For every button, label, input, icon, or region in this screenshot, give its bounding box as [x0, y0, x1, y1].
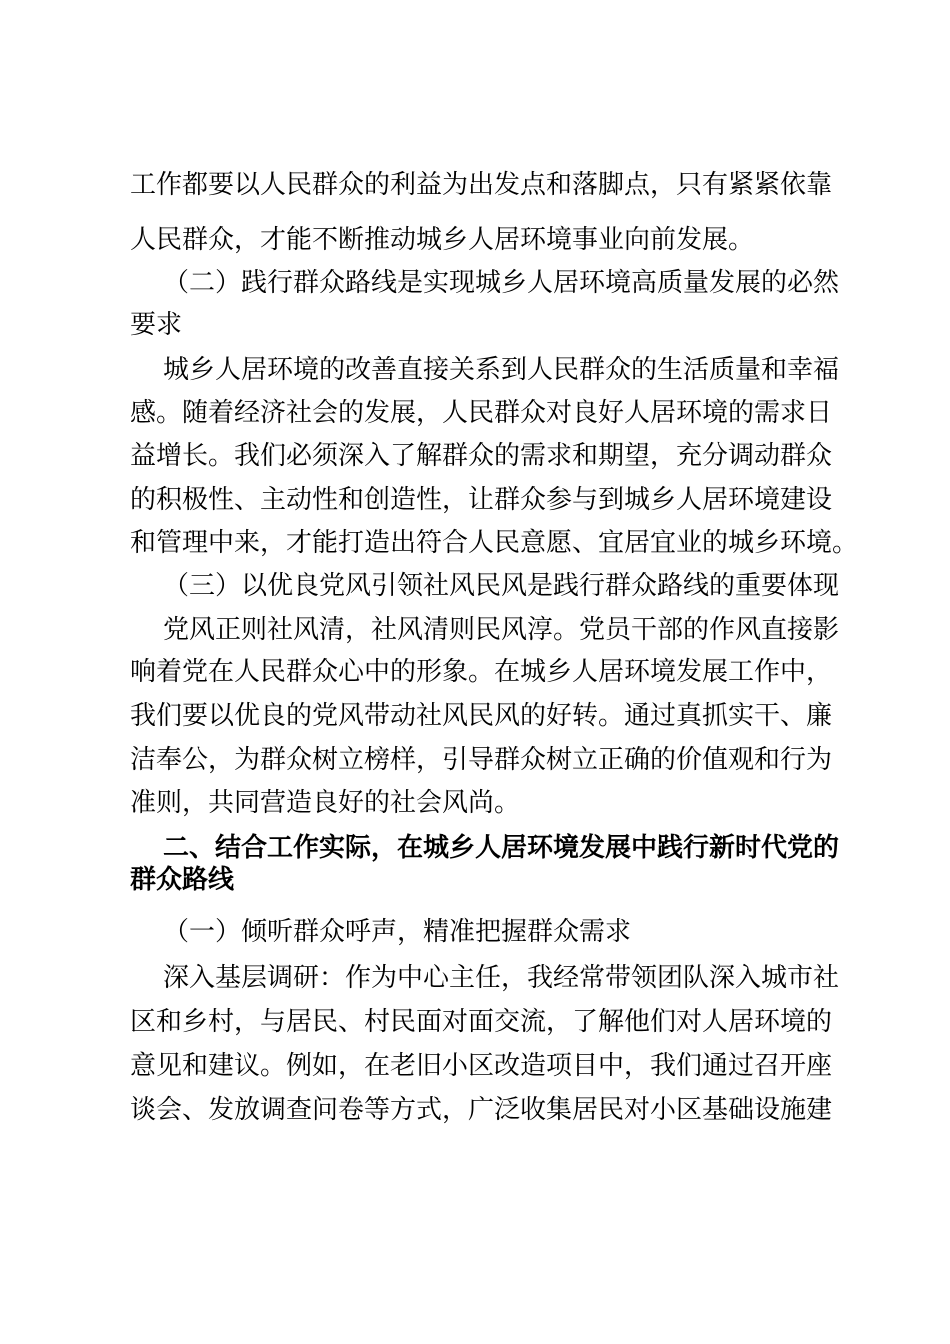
- paragraph-line: 响着党在人民群众心中的形象。在城乡人居环境发展工作中，: [130, 657, 833, 687]
- paragraph-line: 谈会、发放调查问卷等方式，广泛收集居民对小区基础设施建: [130, 1095, 833, 1125]
- paragraph-line: 工作都要以人民群众的利益为出发点和落脚点，只有紧紧依靠: [130, 170, 833, 200]
- paragraph-line: 意见和建议。例如，在老旧小区改造项目中，我们通过召开座: [130, 1051, 833, 1081]
- subheading-line: （一）倾听群众呼声，精准把握群众需求: [163, 917, 632, 947]
- paragraph-line: 我们要以优良的党风带动社风民风的好转。通过真抓实干、廉: [130, 701, 833, 731]
- subheading-line: （三）以优良党风引领社风民风是践行群众路线的重要体现: [163, 571, 840, 601]
- paragraph-line: 洁奉公，为群众树立榜样，引导群众树立正确的价值观和行为: [130, 745, 833, 775]
- paragraph-line: 的积极性、主动性和创造性，让群众参与到城乡人居环境建设: [130, 485, 833, 515]
- paragraph-line: 区和乡村，与居民、村民面对面交流，了解他们对人居环境的: [130, 1007, 833, 1037]
- subheading-line: （二）践行群众路线是实现城乡人居环境高质量发展的必然: [163, 268, 840, 298]
- subheading-line: 要求: [130, 310, 183, 340]
- paragraph-line: 深入基层调研：作为中心主任，我经常带领团队深入城市社: [163, 963, 840, 993]
- paragraph-line: 和管理中来，才能打造出符合人民意愿、宜居宜业的城乡环境。: [130, 528, 859, 558]
- paragraph-line: 城乡人居环境的改善直接关系到人民群众的生活质量和幸福: [163, 355, 840, 385]
- paragraph-line: 益增长。我们必须深入了解群众的需求和期望，充分调动群众: [130, 441, 833, 471]
- paragraph-line: 感。随着经济社会的发展，人民群众对良好人居环境的需求日: [130, 398, 833, 428]
- paragraph-line: 人民群众，才能不断推动城乡人居环境事业向前发展。: [130, 225, 755, 255]
- section-heading-line: 群众路线: [130, 865, 235, 895]
- paragraph-line: 党风正则社风清，社风清则民风淳。党员干部的作风直接影: [163, 615, 840, 645]
- paragraph-line: 准则，共同营造良好的社会风尚。: [130, 788, 521, 818]
- section-heading-line: 二、结合工作实际，在城乡人居环境发展中践行新时代党的: [163, 833, 840, 863]
